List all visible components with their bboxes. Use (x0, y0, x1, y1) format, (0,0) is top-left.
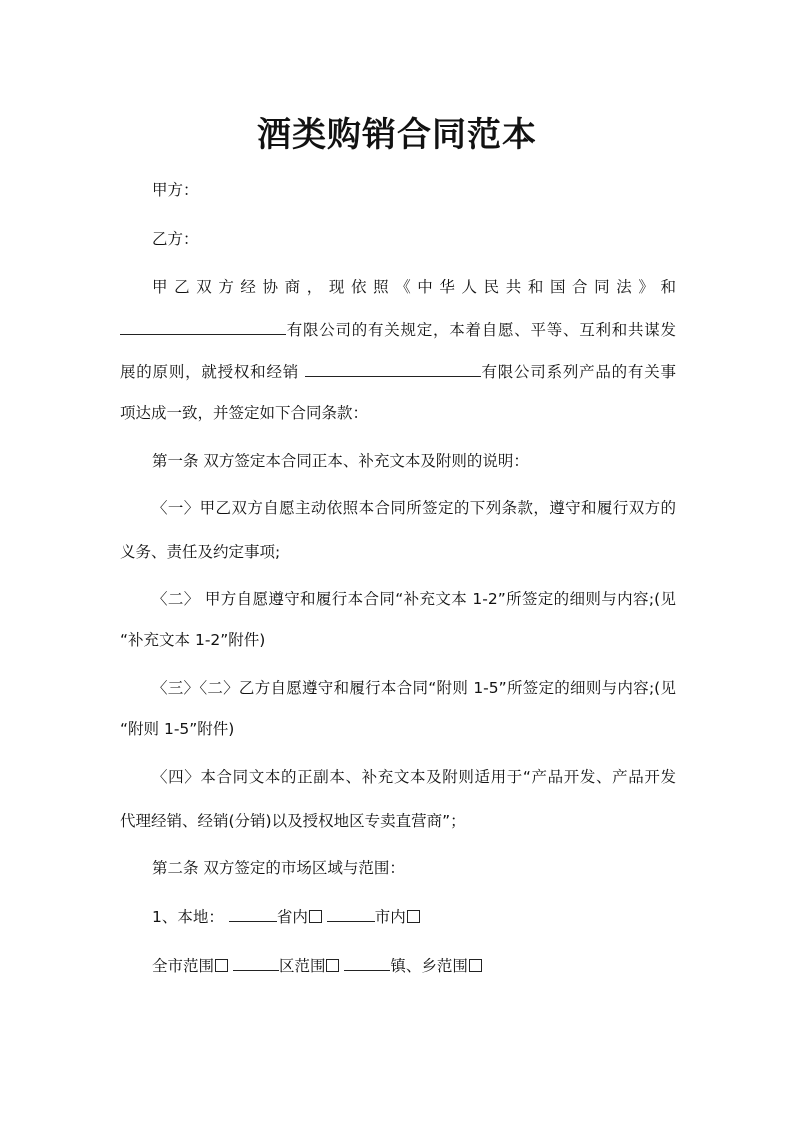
article-2-heading: 第二条 双方签定的市场区域与范围： (152, 859, 405, 877)
article-1-item-3-line-2: “附则 1-5”附件) (120, 720, 235, 738)
city-blank[interactable] (327, 905, 375, 922)
article-1-item-4-line-2: 代理经销、经销(分销)以及授权地区专卖直营商”； (120, 812, 466, 830)
citywide-checkbox[interactable] (215, 959, 228, 972)
intro-line-3-suffix: 有限公司系列产品的有关事 (480, 363, 676, 381)
intro-line-2-text: 有限公司的有关规定，本着自愿、平等、互利和共谋发 (286, 321, 676, 339)
town-checkbox[interactable] (469, 959, 482, 972)
party-a-label: 甲方： (152, 181, 199, 199)
district-checkbox[interactable] (326, 959, 339, 972)
province-blank[interactable] (229, 905, 277, 922)
article-1-item-1-line-1: 〈一〉甲乙双方自愿主动依照本合同所签定的下列条款，遵守和履行双方的 (152, 499, 676, 517)
company-name-blank[interactable] (120, 318, 286, 335)
intro-line-1: 甲乙双方经协商，现依照《中华人民共和国合同法》和 (152, 278, 676, 296)
intro-line-3-prefix: 展的原则，就授权和经销 (120, 363, 299, 381)
intro-line-3 (120, 360, 676, 383)
province-checkbox[interactable] (309, 910, 322, 923)
intro-line-4: 项达成一致，并签定如下合同条款： (120, 404, 369, 422)
district-label: 区范围 (278, 957, 326, 975)
article-1-item-2-line-1: 〈二〉 甲方自愿遵守和履行本合同“补充文本 1-2”所签定的细则与内容;(见 (152, 590, 676, 608)
local-region-line (152, 905, 676, 928)
city-label: 市内 (374, 908, 406, 926)
article-1-item-2-line-2: “补充文本 1-2”附件) (120, 631, 266, 649)
intro-line-2 (120, 318, 676, 341)
article-1-heading: 第一条 双方签定本合同正本、补充文本及附则的说明： (152, 452, 529, 470)
citywide-label: 全市范围 (152, 957, 215, 975)
district-blank[interactable] (233, 954, 279, 971)
scope-line (152, 954, 676, 977)
town-blank[interactable] (344, 954, 390, 971)
article-1-item-4-line-1: 〈四〉本合同文本的正副本、补充文本及附则适用于“产品开发、产品开发 (152, 768, 676, 786)
article-1-item-3-line-1: 〈三〉〈二〉乙方自愿遵守和履行本合同“附则 1-5”所签定的细则与内容;(见 (152, 679, 676, 697)
province-label: 省内 (276, 908, 308, 926)
article-1-item-1-line-2: 义务、责任及约定事项; (120, 543, 281, 561)
town-label: 镇、乡范围 (390, 957, 468, 975)
brand-company-blank[interactable] (305, 360, 481, 377)
city-checkbox[interactable] (407, 910, 420, 923)
document-title: 酒类购销合同范本 (257, 115, 537, 155)
party-b-label: 乙方： (152, 230, 199, 248)
local-region-label: 1、本地： (152, 908, 224, 926)
